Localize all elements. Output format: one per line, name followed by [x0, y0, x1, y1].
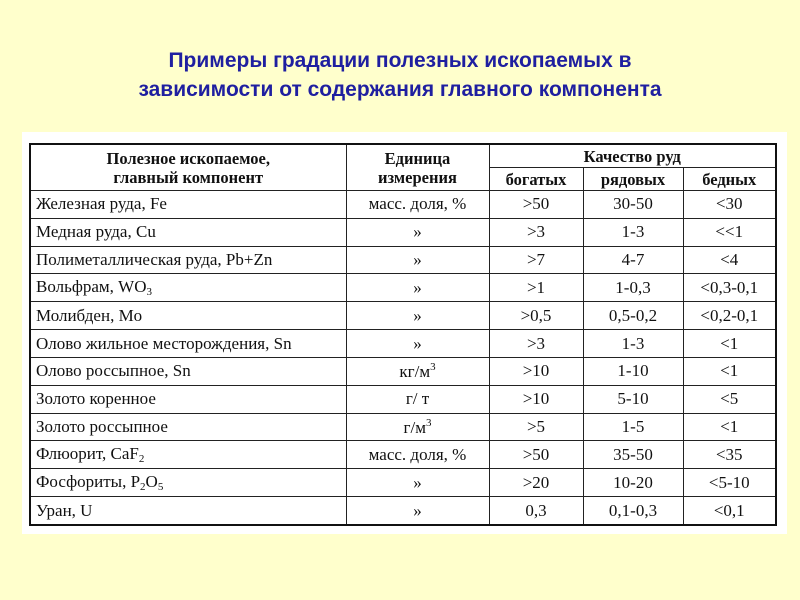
superscript: 3	[430, 360, 436, 373]
table-row	[30, 274, 776, 302]
header-mineral-line2: главный компонент	[113, 167, 264, 187]
cell-ordinary: 0,1-0,3	[583, 497, 683, 525]
cell-unit: »	[346, 497, 489, 525]
subscript: 2	[140, 481, 146, 494]
cell-ordinary: 1-10	[583, 357, 683, 385]
cell-rich: >10	[489, 385, 583, 413]
cell-rich: >3	[489, 330, 583, 358]
header-quality: Качество руд	[489, 144, 776, 168]
cell-rich: >50	[489, 441, 583, 469]
title-line-1: Примеры градации полезных ископаемых в	[168, 49, 632, 72]
cell-unit: »	[346, 302, 489, 330]
cell-mineral: Железная руда, Fe	[30, 191, 346, 219]
cell-rich: 0,3	[489, 497, 583, 525]
cell-ordinary: 10-20	[583, 469, 683, 497]
table-row	[30, 191, 776, 219]
cell-mineral: Золото коренное	[30, 385, 346, 413]
cell-poor: <1	[683, 413, 776, 441]
cell-poor: <0,1	[683, 497, 776, 525]
cell-mineral: Олово жильное месторождения, Sn	[30, 330, 346, 358]
table-row	[30, 385, 776, 413]
cell-unit: г/ т	[346, 385, 489, 413]
header-unit-line1: Единица	[384, 148, 451, 168]
cell-mineral	[30, 274, 346, 302]
cell-mineral: Молибден, Mo	[30, 302, 346, 330]
cell-unit: масс. доля, %	[346, 191, 489, 219]
header-rich: богатых	[489, 168, 583, 191]
cell-ordinary: 1-0,3	[583, 274, 683, 302]
cell-poor: <4	[683, 246, 776, 274]
cell-rich: >0,5	[489, 302, 583, 330]
table-row	[30, 469, 776, 497]
cell-rich: >50	[489, 191, 583, 219]
cell-mineral: Золото россыпное	[30, 413, 346, 441]
subscript: 3	[146, 286, 152, 299]
table-row	[30, 218, 776, 246]
header-poor: бедных	[683, 168, 776, 191]
table-row	[30, 330, 776, 358]
mineral-name-tail: O	[145, 472, 158, 492]
table-row	[30, 497, 776, 525]
cell-mineral	[30, 469, 346, 497]
mineral-grades-table	[29, 143, 777, 526]
superscript: 3	[425, 416, 432, 429]
cell-ordinary: 30-50	[583, 191, 683, 219]
title-line-2: зависимости от содержания главного компонента	[138, 78, 662, 101]
slide-title	[0, 46, 800, 104]
cell-mineral: Медная руда, Cu	[30, 218, 346, 246]
cell-rich: >10	[489, 357, 583, 385]
cell-unit	[346, 357, 489, 385]
cell-unit: »	[346, 469, 489, 497]
header-unit-line2: измерения	[378, 167, 457, 187]
cell-ordinary: 4-7	[583, 246, 683, 274]
cell-ordinary: 1-5	[583, 413, 683, 441]
cell-mineral: Олово россыпное, Sn	[30, 357, 346, 385]
cell-mineral: Уран, U	[30, 497, 346, 525]
header-mineral	[30, 144, 346, 191]
mineral-name: Вольфрам, WO	[36, 277, 147, 297]
header-mineral-line1: Полезное ископаемое,	[106, 148, 270, 168]
cell-poor: <1	[683, 330, 776, 358]
cell-ordinary: 1-3	[583, 330, 683, 358]
cell-ordinary: 5-10	[583, 385, 683, 413]
cell-unit: »	[346, 274, 489, 302]
table-row	[30, 441, 776, 469]
cell-poor: <5	[683, 385, 776, 413]
cell-poor: <1	[683, 357, 776, 385]
cell-unit: »	[346, 218, 489, 246]
cell-poor: <30	[683, 191, 776, 219]
cell-unit	[346, 413, 489, 441]
unit-text: кг/м	[399, 361, 431, 381]
mineral-name: Флюорит, CaF	[36, 444, 139, 464]
cell-mineral	[30, 441, 346, 469]
mineral-name: Фосфориты, P	[36, 472, 141, 492]
cell-rich: >7	[489, 246, 583, 274]
table-row	[30, 357, 776, 385]
table-row	[30, 413, 776, 441]
cell-poor: <<1	[683, 218, 776, 246]
unit-text: г/м	[403, 417, 426, 437]
cell-rich: >20	[489, 469, 583, 497]
cell-unit: »	[346, 246, 489, 274]
table-row	[30, 246, 776, 274]
cell-poor: <35	[683, 441, 776, 469]
cell-unit: »	[346, 330, 489, 358]
cell-rich: >3	[489, 218, 583, 246]
cell-mineral: Полиметаллическая руда, Pb+Zn	[30, 246, 346, 274]
header-ordinary: рядовых	[583, 168, 683, 191]
table-row	[30, 302, 776, 330]
cell-ordinary: 0,5-0,2	[583, 302, 683, 330]
subscript: 5	[157, 481, 164, 494]
cell-poor: <0,2-0,1	[683, 302, 776, 330]
cell-unit: масс. доля, %	[346, 441, 489, 469]
header-unit	[346, 144, 489, 191]
cell-ordinary: 1-3	[583, 218, 683, 246]
cell-poor: <0,3-0,1	[683, 274, 776, 302]
cell-poor: <5-10	[683, 469, 776, 497]
cell-rich: >5	[489, 413, 583, 441]
subscript: 2	[138, 453, 145, 466]
cell-ordinary: 35-50	[583, 441, 683, 469]
scanned-table-image	[22, 132, 787, 534]
cell-rich: >1	[489, 274, 583, 302]
